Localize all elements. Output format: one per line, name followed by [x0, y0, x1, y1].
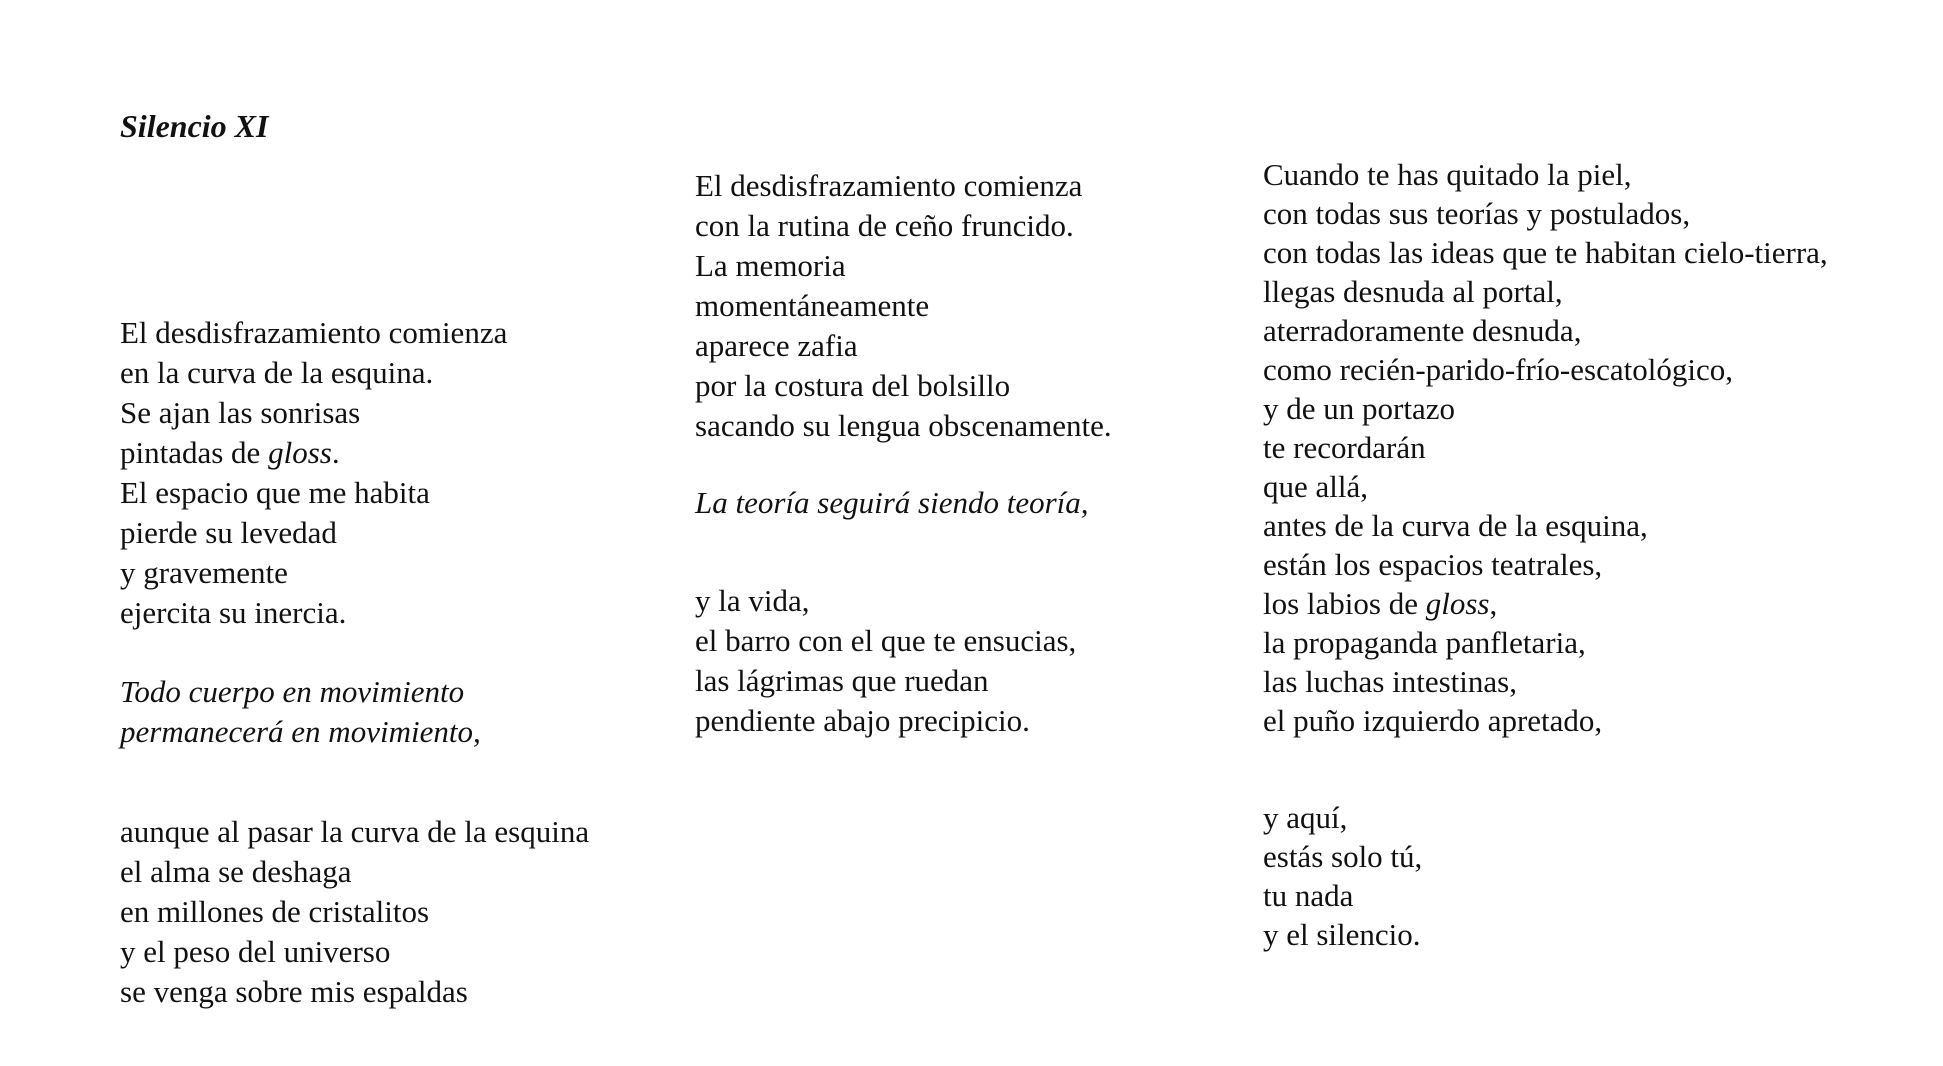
verse-line: están los espacios teatrales, — [1263, 547, 1603, 582]
italic-word: gloss — [268, 435, 332, 470]
verse-line: antes de la curva de la esquina, — [1263, 508, 1648, 543]
verse-line: y la vida, — [695, 583, 810, 618]
italic-stanza — [120, 672, 589, 752]
verse-line: momentáneamente — [695, 288, 930, 323]
verse-line: las luchas intestinas, — [1263, 664, 1517, 699]
verse-line — [1263, 584, 1828, 623]
stanza — [120, 812, 589, 1012]
verse-line: el barro con el que te ensucias, — [695, 623, 1077, 658]
verse-line: tu nada — [1263, 878, 1354, 913]
verse-text: los labios de — [1263, 586, 1426, 621]
verse-line: con todas las ideas que te habitan cielo-tierra, — [1263, 235, 1828, 270]
verse-line: llegas desnuda al portal, — [1263, 274, 1563, 309]
verse-line: ejercita su inercia. — [120, 595, 347, 630]
verse-line: con todas sus teorías y postulados, — [1263, 196, 1691, 231]
verse-line: y el peso del universo — [120, 934, 391, 969]
verse-line: con la rutina de ceño fruncido. — [695, 208, 1074, 243]
verse-line: Cuando te has quitado la piel, — [1263, 157, 1632, 192]
verse-line: pendiente abajo precipicio. — [695, 703, 1030, 738]
verse-line: permanecerá en movimiento, — [120, 714, 481, 749]
verse-line: Todo cuerpo en movimiento — [120, 674, 465, 709]
verse-line: que allá, — [1263, 469, 1369, 504]
stanza — [120, 313, 589, 633]
verse-line — [120, 433, 589, 473]
verse-line: La memoria — [695, 248, 846, 283]
verse-text: pintadas de — [120, 435, 269, 470]
verse-line: El desdisfrazamiento comienza — [120, 315, 508, 350]
stanza — [1263, 798, 1828, 954]
verse-line: Se ajan las sonrisas — [120, 395, 361, 430]
verse-punctuation: , — [1489, 586, 1498, 621]
poem-column-2 — [695, 166, 1112, 741]
verse-line: por la costura del bolsillo — [695, 368, 1011, 403]
verse-line: aunque al pasar la curva de la esquina — [120, 814, 590, 849]
verse-line: como recién-parido-frío-escatológico, — [1263, 352, 1733, 387]
verse-line: la propaganda panfletaria, — [1263, 625, 1586, 660]
verse-punctuation: . — [331, 435, 340, 470]
verse-line: estás solo tú, — [1263, 839, 1423, 874]
verse-line: aterradoramente desnuda, — [1263, 313, 1582, 348]
verse-line: y de un portazo — [1263, 391, 1455, 426]
stanza — [695, 581, 1112, 741]
verse-line: aparece zafia — [695, 328, 858, 363]
verse-line: El espacio que me habita — [120, 475, 430, 510]
stanza — [695, 166, 1112, 446]
poem-title: Silencio XI — [120, 108, 269, 144]
poem-column-1 — [120, 313, 589, 1012]
stanza — [1263, 155, 1828, 740]
verse-line: el alma se deshaga — [120, 854, 352, 889]
italic-word: gloss — [1425, 586, 1490, 621]
verse-line: sacando su lengua obscenamente. — [695, 408, 1112, 443]
verse-line: en millones de cristalitos — [120, 894, 430, 929]
italic-stanza — [695, 483, 1112, 523]
poem-column-3 — [1263, 155, 1828, 954]
verse-line: pierde su levedad — [120, 515, 337, 550]
verse-line: en la curva de la esquina. — [120, 355, 434, 390]
verse-line: el puño izquierdo apretado, — [1263, 703, 1603, 738]
verse-line: las lágrimas que ruedan — [695, 663, 989, 698]
verse-line: se venga sobre mis espaldas — [120, 974, 468, 1009]
verse-line: y gravemente — [120, 555, 288, 590]
verse-line: y aquí, — [1263, 800, 1348, 835]
verse-line: El desdisfrazamiento comienza — [695, 168, 1083, 203]
verse-line: te recordarán — [1263, 430, 1426, 465]
verse-line: y el silencio. — [1263, 917, 1421, 952]
verse-line: La teoría seguirá siendo teoría, — [695, 485, 1089, 520]
